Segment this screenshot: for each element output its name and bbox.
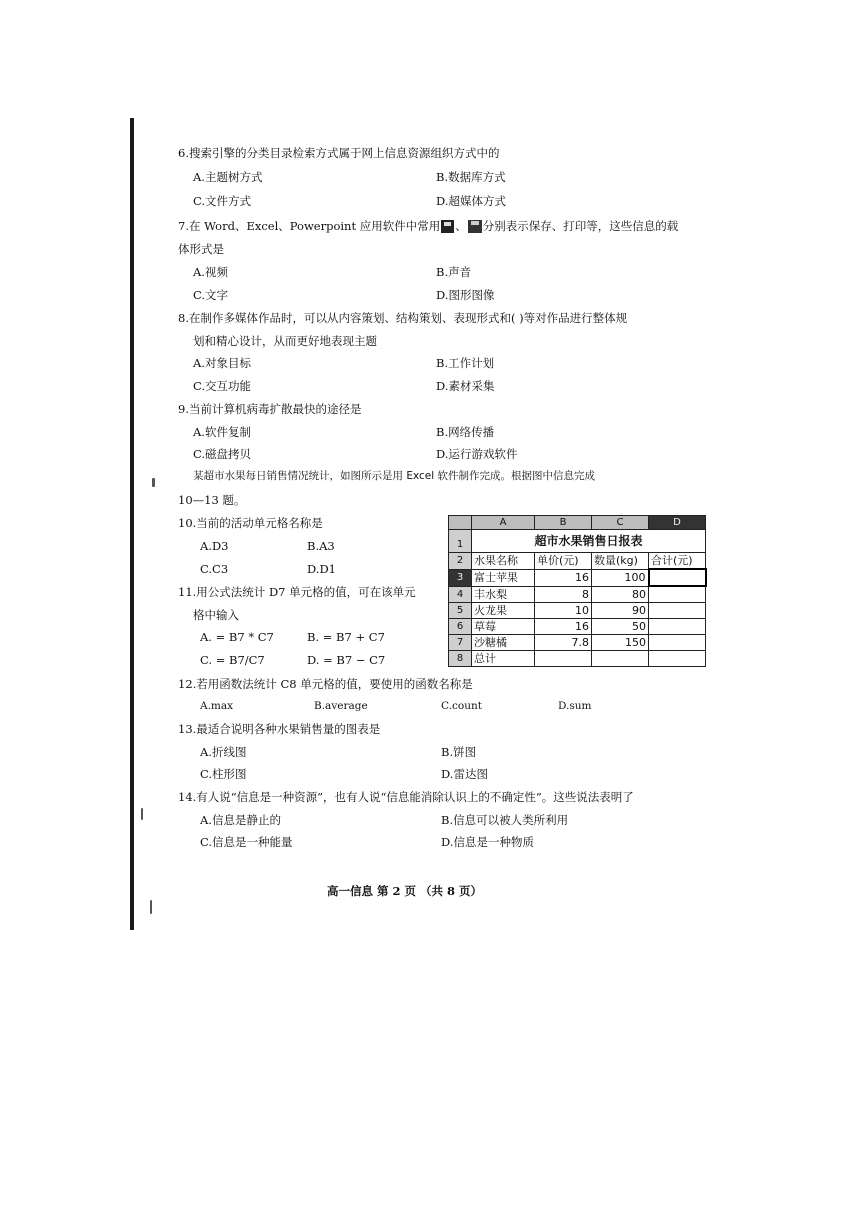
excel-sheet [448, 515, 707, 667]
q14-option-b: B.信息可以被人类所利用 [441, 813, 569, 827]
sheet-title: 超市水果销售日报表 [472, 530, 706, 553]
q14-stem: 14.有人说“信息是一种资源”，也有人说“信息能消除认识上的不确定性”。这些说法表明了 [178, 790, 634, 804]
printer-icon [468, 220, 482, 233]
q8-option-b: B.工作计划 [436, 356, 495, 370]
q13-option-b: B.饼图 [441, 745, 477, 759]
q6-option-d: D.超媒体方式 [436, 194, 506, 208]
q11-option-b: B. = B7 + C7 [307, 630, 385, 644]
q7-stem [178, 218, 678, 234]
q13-stem: 13.最适合说明各种水果销售量的图表是 [178, 722, 381, 736]
q11-option-d: D. = B7 − C7 [307, 653, 386, 667]
intro-line2: 10—13 题。 [178, 493, 246, 507]
q8-stem: 8.在制作多媒体作品时，可以从内容策划、结构策划、表现形式和( )等对作品进行整体规 [178, 311, 628, 325]
q11-option-c: C. = B7/C7 [200, 653, 265, 667]
q7-stem-line2: 体形式是 [178, 242, 224, 256]
q6-option-a: A.主题树方式 [193, 170, 263, 184]
col-header-d: D [649, 516, 706, 530]
row-header-5: 5 [449, 603, 472, 619]
q13-option-c: C.柱形图 [200, 767, 247, 781]
cell-b3: 16 [535, 569, 592, 586]
q12-option-b: B.average [314, 700, 368, 712]
q7-option-d: D.图形图像 [436, 288, 495, 302]
q10-option-a: A.D3 [200, 539, 229, 553]
header-cell-total: 合计(元) [649, 553, 706, 570]
q11-stem-line2: 格中输入 [193, 608, 239, 622]
q8-option-c: C.交互功能 [193, 379, 252, 393]
cell-c7: 150 [592, 635, 649, 651]
cell-b7: 7.8 [535, 635, 592, 651]
q10-option-b: B.A3 [307, 539, 335, 553]
q9-option-c: C.磁盘拷贝 [193, 447, 252, 461]
q6-stem: 6.搜索引擎的分类目录检索方式属于网上信息资源组织方式中的 [178, 146, 500, 160]
cell-b4: 8 [535, 586, 592, 603]
q14-option-c: C.信息是一种能量 [200, 835, 293, 849]
cell-c6: 50 [592, 619, 649, 635]
q14-option-a: A.信息是静止的 [200, 813, 281, 827]
cell-a3: 富士苹果 [472, 569, 535, 586]
row-header-3: 3 [449, 569, 472, 586]
q12-option-d: D.sum [558, 700, 592, 712]
row-header-8: 8 [449, 651, 472, 667]
cell-b5: 10 [535, 603, 592, 619]
cell-a5: 火龙果 [472, 603, 535, 619]
q7-stem-sep: 、 [455, 219, 467, 233]
cell-c8 [592, 651, 649, 667]
q9-stem: 9.当前计算机病毒扩散最快的途径是 [178, 402, 362, 416]
q11-stem: 11.用公式法统计 D7 单元格的值，可在该单元 [178, 585, 416, 599]
q8-option-d: D.素材采集 [436, 379, 495, 393]
q10-stem: 10.当前的活动单元格名称是 [178, 516, 323, 530]
q8-stem-line2: 划和精心设计，从而更好地表现主题 [193, 334, 377, 348]
intro-line1: 某超市水果每日销售情况统计，如图所示是用 Excel 软件制作完成。根据图中信息完成 [193, 470, 595, 482]
cell-d6 [649, 619, 706, 635]
cell-d8 [649, 651, 706, 667]
cell-d5 [649, 603, 706, 619]
col-header-b: B [535, 516, 592, 530]
q7-option-c: C.文字 [193, 288, 229, 302]
row-header-7: 7 [449, 635, 472, 651]
cell-d7 [649, 635, 706, 651]
row-header-1: 1 [449, 530, 472, 553]
q11-option-a: A. = B7 * C7 [200, 630, 274, 644]
cell-c4: 80 [592, 586, 649, 603]
active-cell-d3[interactable] [649, 569, 706, 586]
cell-a4: 丰水梨 [472, 586, 535, 603]
q9-option-b: B.网络传播 [436, 425, 495, 439]
q8-option-a: A.对象目标 [193, 356, 251, 370]
header-cell-qty: 数量(kg) [592, 553, 649, 570]
sheet-corner [449, 516, 472, 530]
cell-d4 [649, 586, 706, 603]
row-header-6: 6 [449, 619, 472, 635]
q7-option-b: B.声音 [436, 265, 472, 279]
cell-c3: 100 [592, 569, 649, 586]
cell-c5: 90 [592, 603, 649, 619]
q13-option-d: D.雷达图 [441, 767, 488, 781]
q7-stem-post: 分别表示保存、打印等，这些信息的载 [482, 219, 679, 233]
q12-option-c: C.count [441, 700, 482, 712]
header-cell-price: 单价(元) [535, 553, 592, 570]
q12-option-a: A.max [200, 700, 234, 712]
row-header-2: 2 [449, 553, 472, 570]
row-header-4: 4 [449, 586, 472, 603]
q7-option-a: A.视频 [193, 265, 228, 279]
header-cell-name: 水果名称 [472, 553, 535, 570]
cell-b6: 16 [535, 619, 592, 635]
q14-option-d: D.信息是一种物质 [441, 835, 534, 849]
page-footer: 高一信息 第 2 页 （共 8 页） [327, 884, 483, 898]
q7-stem-pre: 7.在 Word、Excel、Powerpoint 应用软件中常用 [178, 219, 441, 233]
cell-a8: 总计 [472, 651, 535, 667]
q13-option-a: A.折线图 [200, 745, 247, 759]
cell-a6: 草莓 [472, 619, 535, 635]
q9-option-d: D.运行游戏软件 [436, 447, 518, 461]
q10-option-c: C.C3 [200, 562, 229, 576]
q9-option-a: A.软件复制 [193, 425, 251, 439]
col-header-c: C [592, 516, 649, 530]
q6-option-b: B.数据库方式 [436, 170, 506, 184]
save-icon [441, 220, 454, 233]
cell-a7: 沙糖橘 [472, 635, 535, 651]
col-header-a: A [472, 516, 535, 530]
q6-option-c: C.文件方式 [193, 194, 252, 208]
cell-b8 [535, 651, 592, 667]
q12-stem: 12.若用函数法统计 C8 单元格的值，要使用的函数名称是 [178, 677, 473, 691]
q10-option-d: D.D1 [307, 562, 337, 576]
